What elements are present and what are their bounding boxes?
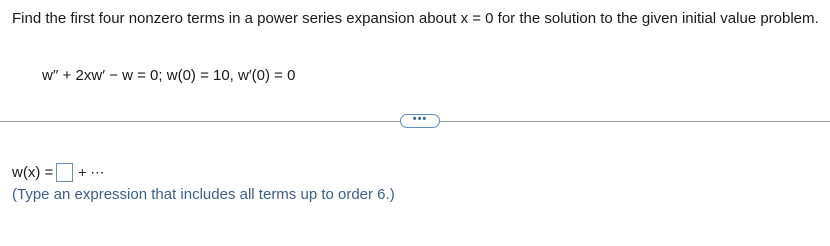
question-text: Find the first four nonzero terms in a power series expansion about x = 0 for the solution to the given initial value problem. [12,10,819,27]
answer-instruction: (Type an expression that includes all terms up to order 6.) [12,186,395,203]
more-dots-icon: ••• [412,112,428,125]
answer-row [12,162,104,182]
answer-suffix: + ⋯ [78,163,105,180]
answer-label: w(x) = [12,163,54,181]
expand-more-button[interactable] [400,114,440,128]
initial-value-problem: w′′ + 2xw′ − w = 0; w(0) = 10, w′(0) = 0 [42,67,296,84]
answer-input[interactable] [56,163,73,182]
